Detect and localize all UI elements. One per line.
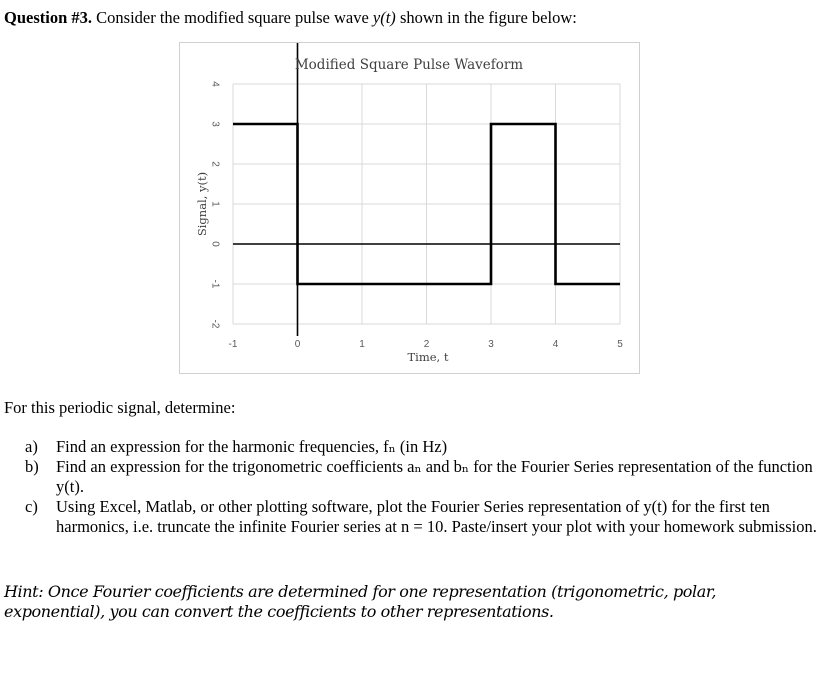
part-a-label: a) bbox=[25, 437, 38, 456]
question-text-post: shown in the figure below: bbox=[395, 8, 577, 27]
x-tick-label: -1 bbox=[228, 339, 238, 350]
part-a-text: Find an expression for the harmonic frequencies, fₙ (in Hz) bbox=[56, 437, 448, 456]
intro-text: For this periodic signal, determine: bbox=[4, 398, 236, 417]
x-tick-label: 0 bbox=[294, 339, 301, 350]
hint-text: Hint: Once Fourier coefficients are determined for one representation (trigonometric, polar, exponential), you can convert the coefficients to other representations. bbox=[4, 582, 717, 621]
x-axis-label: Time, t bbox=[407, 350, 449, 364]
part-a bbox=[25, 437, 820, 457]
question-text-pre: Consider the modified square pulse wave bbox=[96, 8, 373, 27]
waveform-chart-svg bbox=[180, 43, 639, 373]
x-tick-label: 1 bbox=[359, 339, 365, 350]
x-tick-label: 3 bbox=[488, 339, 494, 350]
y-tick-label: 2 bbox=[209, 161, 221, 167]
y-tick-label: 4 bbox=[209, 81, 221, 87]
y-tick-label: 3 bbox=[209, 121, 221, 127]
y-axis-label: Signal, y(t) bbox=[195, 171, 209, 237]
question-heading bbox=[4, 8, 577, 28]
question-parts bbox=[25, 437, 820, 537]
waveform-chart bbox=[179, 42, 640, 374]
y-tick-label: 1 bbox=[209, 201, 221, 207]
x-tick-label: 4 bbox=[552, 339, 559, 350]
part-c-label: c) bbox=[25, 497, 38, 516]
part-c bbox=[25, 497, 820, 537]
part-b bbox=[25, 457, 820, 497]
y-tick-label: 0 bbox=[209, 241, 221, 247]
chart-title: Modified Square Pulse Waveform bbox=[294, 57, 524, 73]
question-signal: y(t) bbox=[372, 8, 396, 27]
question-number: Question #3. bbox=[4, 8, 93, 27]
part-b-label: b) bbox=[25, 457, 39, 476]
part-c-text: Using Excel, Matlab, or other plotting software, plot the Fourier Series representation of y(t) for the first ten harmonics, i.e. truncate the infinite Fourier series at n = 10. Paste/insert your plot with your homework submission. bbox=[56, 497, 817, 536]
part-b-text: Find an expression for the trigonometric coefficients aₙ and bₙ for the Fourier Series representation of the function y(t). bbox=[56, 457, 813, 496]
x-tick-label: 5 bbox=[617, 339, 623, 350]
y-tick-label: -2 bbox=[209, 319, 221, 329]
y-tick-label: -1 bbox=[209, 279, 221, 289]
x-tick-label: 2 bbox=[423, 339, 430, 350]
